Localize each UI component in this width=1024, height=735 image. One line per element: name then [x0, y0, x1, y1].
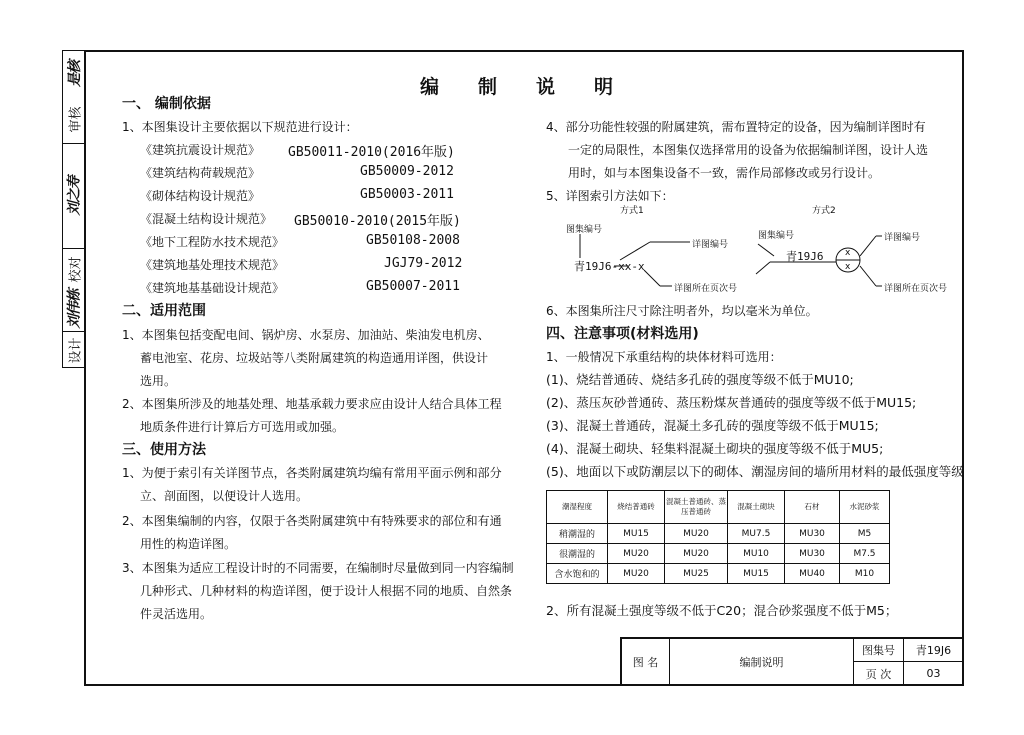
code-name: 《建筑抗震设计规范》	[140, 143, 261, 157]
table-cell: MU25	[665, 564, 728, 584]
page-number-label: 页 次	[854, 662, 904, 685]
page-title	[420, 72, 652, 99]
table-row	[547, 544, 890, 564]
text-line: (4)、混凝土砌块、轻集料混凝土砌块的强度等级不低于MU5;	[546, 441, 884, 456]
leader-line	[756, 262, 770, 274]
text-line: 地质条件进行计算后方可选用或加强。	[140, 420, 345, 434]
section4-heading: 四、注意事项(材料选用)	[546, 326, 699, 342]
code-number: GB50108-2008	[366, 233, 460, 248]
material-table	[546, 490, 890, 584]
reviewer-label-text: 审核	[68, 105, 84, 133]
text-line: 1、一般情况下承重结构的块体材料可选用：	[546, 350, 782, 364]
table-cell: MU20	[665, 524, 728, 544]
table-cell: M5	[840, 524, 890, 544]
designer-label-text: 设计	[68, 336, 84, 364]
index-x-top: x	[845, 248, 851, 258]
code-name: 《地下工程防水技术规范》	[140, 235, 285, 249]
text-line: 蓄电池室、花房、垃圾站等八类附属建筑的构造通用详图，供设计	[140, 351, 489, 365]
divider	[63, 331, 84, 332]
atlas-no-label: 图集编号	[566, 225, 603, 235]
text-line: (5)、地面以下或防潮层以下的砌体、潮湿房间的墙所用材料的最低强度等级	[546, 464, 964, 479]
table-header: 混凝土普通砖、蒸压普通砖	[665, 491, 728, 524]
divider	[63, 143, 84, 144]
text-line: (2)、蒸压灰砂普通砖、蒸压粉煤灰普通砖的强度等级不低于MU15;	[546, 395, 917, 410]
table-cell: MU20	[608, 544, 665, 564]
leader-line	[758, 244, 774, 256]
table-cell: MU15	[608, 524, 665, 544]
table-cell: MU30	[785, 544, 840, 564]
checker-signature-text: 刘之寿	[66, 176, 83, 216]
table-cell: 含水饱和的	[547, 564, 608, 584]
table-cell: MU20	[608, 564, 665, 584]
text-line: 1、为便于索引有关详图节点，各类附属建筑均编有常用平面示例和部分	[122, 466, 502, 480]
code-name: 《砌体结构设计规范》	[140, 189, 261, 203]
detail-no-label: 详图编号	[692, 240, 729, 250]
table-cell: MU15	[728, 564, 785, 584]
drawing-name-label: 图 名	[622, 639, 670, 685]
code-number: GB50010-2010(2015年版)	[294, 214, 461, 229]
table-header-row	[547, 491, 890, 524]
atlas-no-label-2: 图集编号	[758, 231, 795, 241]
section1-intro: 1、本图集设计主要依据以下规范进行设计：	[122, 120, 358, 134]
detail-no-label-2: 详图编号	[884, 233, 921, 243]
table-row	[547, 564, 890, 584]
text-line: 一定的局限性，本图集仅选择常用的设备为依据编制详图，设计人选	[568, 143, 929, 157]
page-number-value: 03	[926, 667, 941, 680]
leader-line	[644, 270, 660, 286]
index-ref-2: 青19J6	[786, 250, 824, 263]
section2-heading: 二、适用范围	[122, 303, 206, 319]
sign-reviewer-signature	[63, 53, 84, 95]
code-number: GB50009-2012	[360, 164, 454, 179]
code-number: GB50007-2011	[366, 279, 460, 294]
table-header: 烧结普通砖	[608, 491, 665, 524]
code-name: 《混凝土结构设计规范》	[140, 212, 273, 226]
table-header: 石材	[785, 491, 840, 524]
signature-strip	[62, 50, 84, 368]
leader-line	[860, 266, 876, 286]
leader-line	[860, 236, 876, 256]
table-cell: M10	[840, 564, 890, 584]
text-line: 件灵活选用。	[140, 607, 213, 621]
text-line: 5、详图索引方法如下：	[546, 189, 674, 203]
reviewer-label	[63, 101, 84, 137]
text-line: 6、本图集所注尺寸除注明者外，均以毫米为单位。	[546, 304, 818, 318]
text-line: 选用。	[140, 374, 177, 388]
text-line: 用性的构造详图。	[140, 537, 237, 551]
designer-label	[63, 334, 84, 366]
title-block	[620, 637, 963, 685]
checker-label-text: 校对	[68, 255, 84, 283]
table-cell: 很潮湿的	[547, 544, 608, 564]
method1-label: 方式1	[620, 206, 644, 216]
text-line: 用时，如与本图集设备不一致，需作局部修改或另行设计。	[568, 166, 881, 180]
title-char: 明	[594, 76, 614, 98]
checker-label	[63, 251, 84, 287]
table-cell: MU20	[665, 544, 728, 564]
method2-label: 方式2	[812, 206, 836, 216]
text-line: 2、本图集所涉及的地基处理、地基承载力要求应由设计人结合具体工程	[122, 397, 502, 411]
text-line: 3、本图集为适应工程设计时的不同需要，在编制时尽量做到同一内容编制	[122, 561, 514, 575]
text-line: (1)、烧结普通砖、烧结多孔砖的强度等级不低于MU10;	[546, 372, 854, 387]
table-cell: MU30	[785, 524, 840, 544]
section1-heading: 一、 编制依据	[122, 96, 211, 112]
table-cell: MU10	[728, 544, 785, 564]
code-number: GB50011-2010(2016年版)	[288, 145, 455, 160]
text-line: 2、所有混凝土强度等级不低于C20；混合砂浆强度不低于M5；	[546, 603, 898, 618]
title-char: 制	[478, 76, 498, 98]
code-name: 《建筑结构荷载规范》	[140, 166, 261, 180]
text-line: 2、本图集编制的内容，仅限于各类附属建筑中有特殊要求的部位和有通	[122, 514, 502, 528]
designer-signature	[63, 291, 84, 327]
text-line: 4、部分功能性较强的附属建筑，需布置特定的设备，因为编制详图时有	[546, 120, 926, 134]
title-char: 说	[536, 76, 556, 98]
title-char: 编	[420, 76, 440, 98]
text-line: 立、剖面图，以便设计人选用。	[140, 489, 309, 503]
atlas-number-value: 青19J6	[904, 639, 963, 662]
table-row	[547, 524, 890, 544]
checker-signature	[63, 146, 84, 246]
table-cell: MU40	[785, 564, 840, 584]
page-no-label: 详图所在页次号	[674, 284, 738, 294]
table-cell: MU7.5	[728, 524, 785, 544]
table-header: 潮湿程度	[547, 491, 608, 524]
table-cell: M7.5	[840, 544, 890, 564]
section3-heading: 三、使用方法	[122, 442, 206, 458]
code-name: 《建筑地基基础设计规范》	[140, 281, 285, 295]
code-name: 《建筑地基处理技术规范》	[140, 258, 285, 272]
code-number: GB50003-2011	[360, 187, 454, 202]
drawing-name-value: 编制说明	[670, 639, 854, 685]
table-cell: 稍潮湿的	[547, 524, 608, 544]
reviewer-signature: 是核	[66, 61, 83, 87]
text-line: (3)、混凝土普通砖，混凝土多孔砖的强度等级不低于MU15;	[546, 418, 879, 433]
code-number: JGJ79-2012	[384, 256, 463, 271]
text-line: 1、本图集包括变配电间、锅炉房、水泵房、加油站、柴油发电机房、	[122, 328, 490, 342]
page-no-label-2: 详图所在页次号	[884, 284, 948, 294]
text-line: 几种形式、几种材料的构造详图，便于设计人根据不同的地质、自然条	[140, 584, 513, 598]
divider	[63, 248, 84, 249]
table-header: 混凝土砌块	[728, 491, 785, 524]
index-x-bottom: x	[845, 262, 851, 272]
index-ref-1: 青19J6-xx-x	[574, 260, 645, 273]
atlas-number-label: 图集号	[854, 639, 904, 662]
designer-signature-text: 刘伟栋	[66, 289, 83, 329]
table-header: 水泥砂浆	[840, 491, 890, 524]
